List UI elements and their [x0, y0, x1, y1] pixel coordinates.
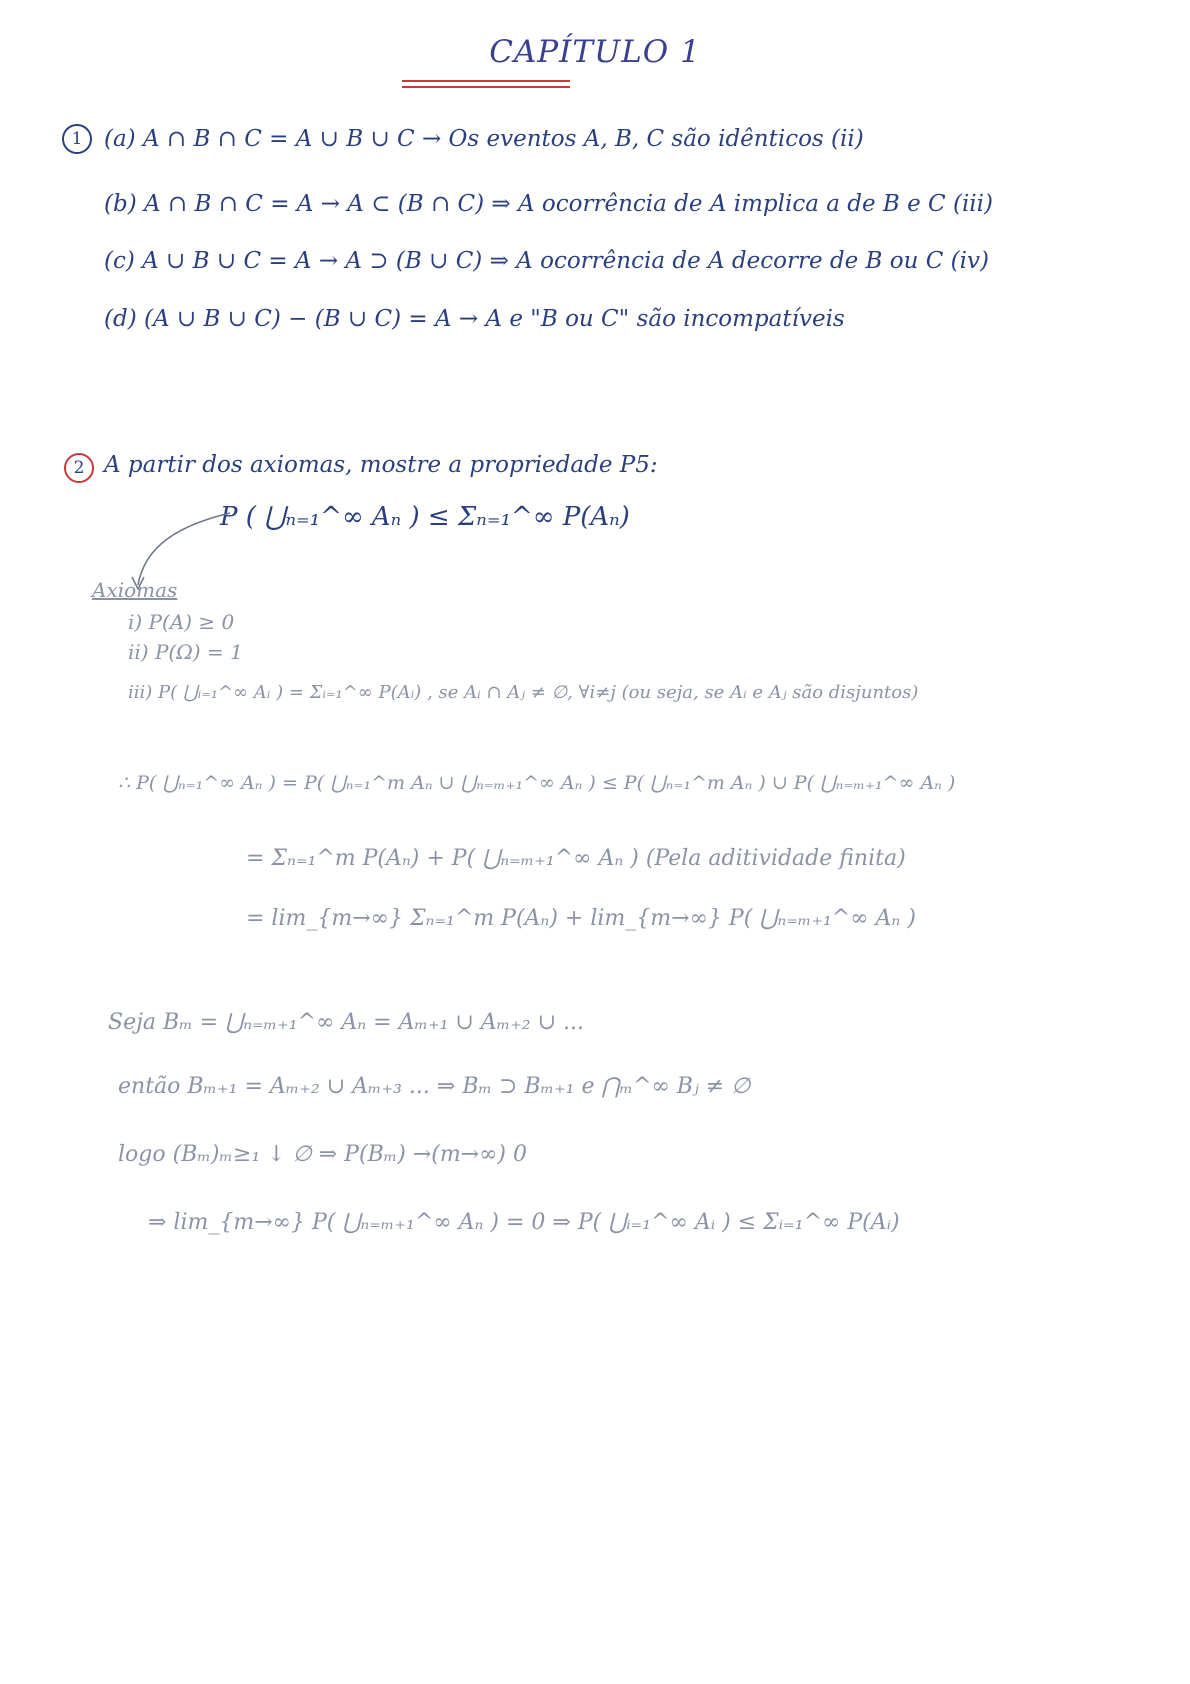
question-2-number: 2	[64, 453, 94, 483]
q1-item-b: (b) A ∩ B ∩ C = A → A ⊂ (B ∩ C) ⇒ A ocorrência de A implica a de B e C (iii)	[104, 191, 993, 217]
proof-line-7: ⇒ lim_{m→∞} P( ⋃ₙ₌ₘ₊₁^∞ Aₙ ) = 0 ⇒ P( ⋃ᵢ₌₁^∞ Aᵢ ) ≤ Σᵢ₌₁^∞ P(Aᵢ)	[148, 1210, 900, 1235]
axiom-1: i) P(A) ≥ 0	[128, 610, 235, 634]
proof-line-1: ∴ P( ⋃ₙ₌₁^∞ Aₙ ) = P( ⋃ₙ₌₁^m Aₙ ∪ ⋃ₙ₌ₘ₊₁^∞ Aₙ ) ≤ P( ⋃ₙ₌₁^m Aₙ ) ∪ P( ⋃ₙ₌ₘ₊₁^∞ Aₙ )	[118, 772, 956, 794]
question-1-number: 1	[62, 124, 92, 154]
axiom-2: ii) P(Ω) = 1	[128, 640, 243, 664]
title-underline-1	[402, 80, 570, 82]
q2-main-formula: P ( ⋃ₙ₌₁^∞ Aₙ ) ≤ Σₙ₌₁^∞ P(Aₙ)	[220, 502, 630, 532]
proof-line-2: = Σₙ₌₁^m P(Aₙ) + P( ⋃ₙ₌ₘ₊₁^∞ Aₙ ) (Pela aditividade finita)	[246, 846, 906, 871]
page-title: CAPÍTULO 1	[489, 34, 701, 70]
proof-line-5: então Bₘ₊₁ = Aₘ₊₂ ∪ Aₘ₊₃ ... ⇒ Bₘ ⊃ Bₘ₊₁ e ⋂ₘ^∞ Bⱼ ≠ ∅	[118, 1074, 751, 1099]
axiom-3: iii) P( ⋃ᵢ₌₁^∞ Aᵢ ) = Σᵢ₌₁^∞ P(Aᵢ) , se Aᵢ ∩ Aⱼ ≠ ∅, ∀i≠j (ou seja, se Aᵢ e Aⱼ são disjuntos)	[128, 682, 919, 703]
q1-item-d: (d) (A ∪ B ∪ C) − (B ∪ C) = A → A e "B ou C" são incompatíveis	[104, 306, 845, 332]
proof-line-6: logo (Bₘ)ₘ≥₁ ↓ ∅ ⇒ P(Bₘ) →(m→∞) 0	[118, 1142, 528, 1167]
proof-line-4: Seja Bₘ = ⋃ₙ₌ₘ₊₁^∞ Aₙ = Aₘ₊₁ ∪ Aₘ₊₂ ∪ ...	[108, 1010, 585, 1035]
q2-heading: A partir dos axiomas, mostre a propriedade P5:	[104, 452, 658, 478]
q1-item-a: (a) A ∩ B ∩ C = A ∪ B ∪ C → Os eventos A, B, C são idênticos (ii)	[104, 126, 864, 152]
title-underline-2	[402, 86, 570, 88]
proof-line-3: = lim_{m→∞} Σₙ₌₁^m P(Aₙ) + lim_{m→∞} P( ⋃ₙ₌ₘ₊₁^∞ Aₙ )	[246, 906, 916, 931]
axioms-label: Axiomas	[92, 578, 178, 602]
q1-item-c: (c) A ∪ B ∪ C = A → A ⊃ (B ∪ C) ⇒ A ocorrência de A decorre de B ou C (iv)	[104, 248, 989, 274]
